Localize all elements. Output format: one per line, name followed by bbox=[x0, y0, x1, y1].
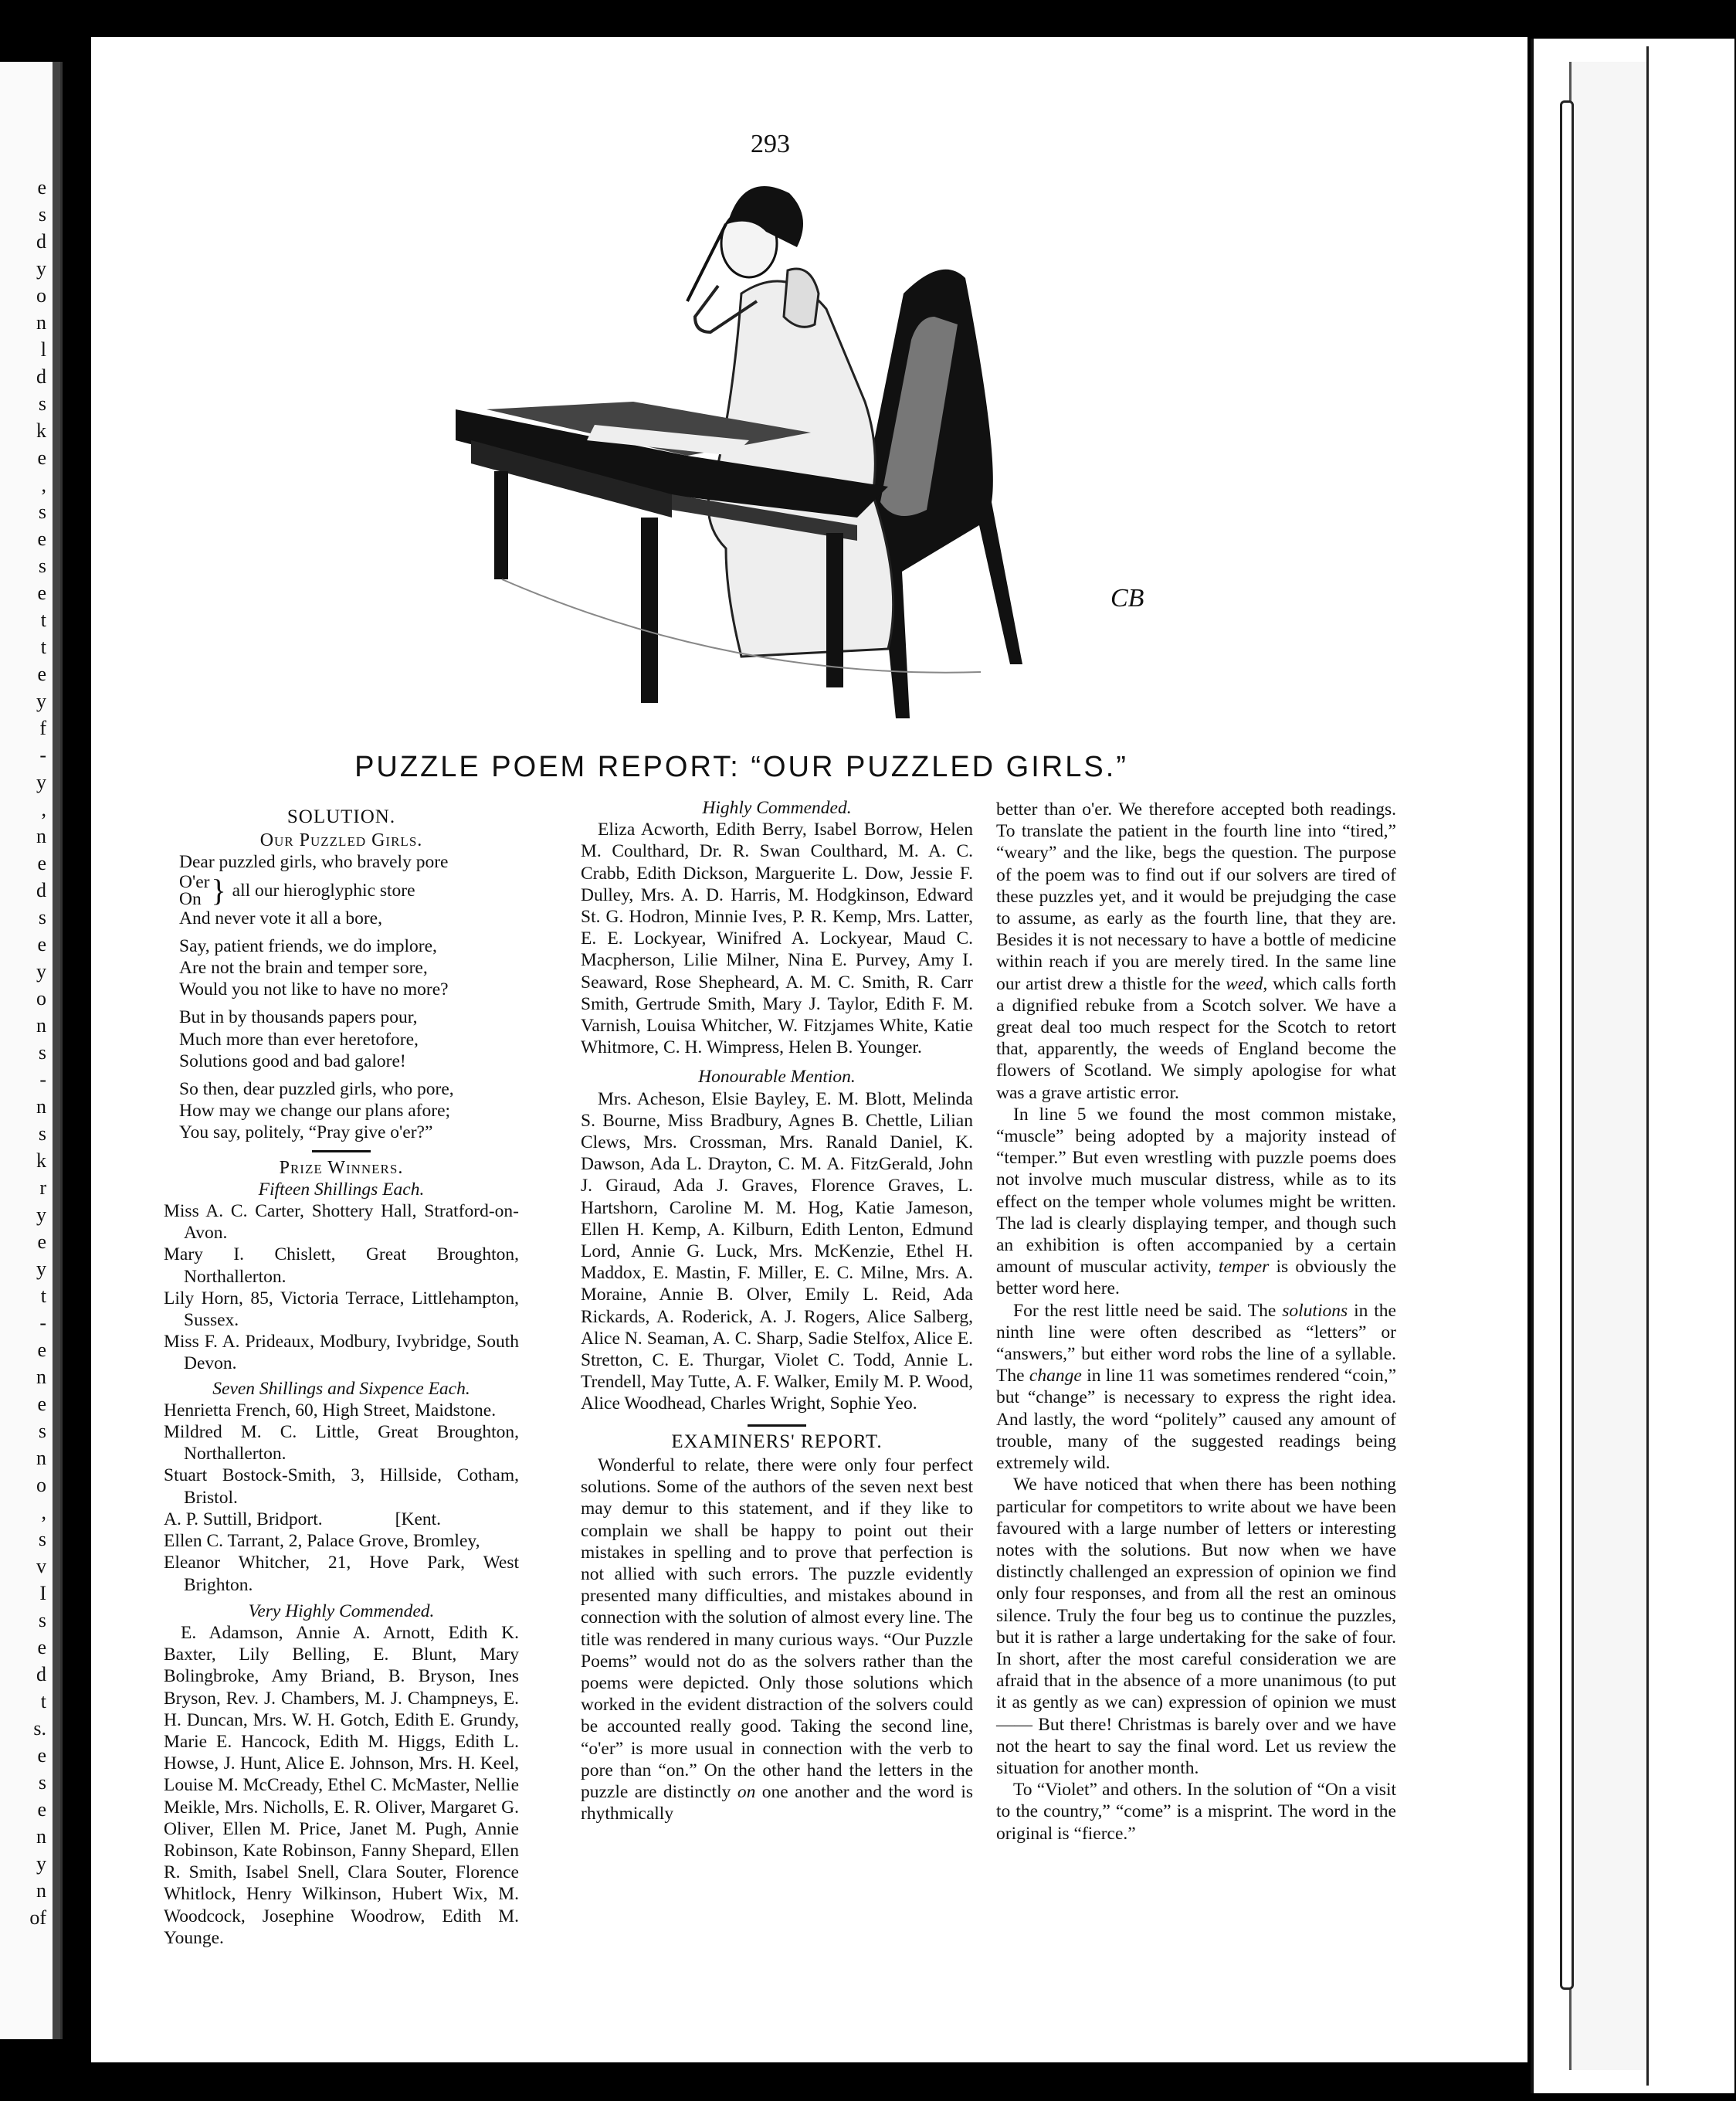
page-gutter bbox=[53, 62, 60, 2039]
previous-page-fragment: k bbox=[36, 419, 46, 442]
previous-page-fragment: s bbox=[38, 203, 46, 226]
article-title: PUZZLE POEM REPORT: “OUR PUZZLED GIRLS.” bbox=[354, 751, 1128, 783]
text-run-italic: on bbox=[737, 1781, 756, 1802]
seven-shillings-heading: Seven Shillings and Sixpence Each. bbox=[212, 1378, 470, 1399]
previous-page-fragment: of bbox=[29, 1906, 46, 1929]
previous-page-fragment: s bbox=[38, 1528, 46, 1550]
previous-page-fragment: y bbox=[36, 1852, 46, 1875]
very-highly-commended-heading: Very Highly Commended. bbox=[248, 1600, 435, 1621]
previous-page-fragment: t bbox=[40, 636, 46, 658]
previous-page-fragment: d bbox=[36, 365, 46, 388]
artist-signature: CB bbox=[1110, 584, 1144, 613]
illustration-girl-at-desk bbox=[440, 178, 1135, 718]
previous-page-fragment: e bbox=[37, 582, 46, 604]
previous-page-fragment: n bbox=[36, 1366, 46, 1388]
previous-page-fragment: l bbox=[40, 338, 46, 361]
previous-page-fragment: s bbox=[38, 1420, 46, 1442]
poem-line: Are not the brain and temper sore, bbox=[179, 958, 428, 979]
previous-page-fragment: o bbox=[36, 1474, 46, 1496]
text-run: is obviously the better word here. bbox=[996, 1257, 1397, 1299]
previous-page-fragment: s bbox=[38, 501, 46, 523]
brace-alternatives bbox=[179, 871, 210, 909]
winner-entry: Ellen C. Tarrant, 2, Palace Grove, Bromley, bbox=[164, 1531, 480, 1552]
previous-page-fragment: y bbox=[36, 960, 46, 983]
winner-entry: Henrietta French, 60, High Street, Maidstone. bbox=[164, 1400, 497, 1420]
poem-line: Much more than ever heretofore, bbox=[179, 1029, 419, 1050]
winner-entry: Miss A. C. Carter, Shottery Hall, Stratford-on-Avon. bbox=[164, 1201, 519, 1244]
previous-page-fragment: d bbox=[36, 879, 46, 901]
previous-page-fragment: n bbox=[36, 825, 46, 847]
winner-entry: Mary I. Chislett, Great Broughton, Northallerton. bbox=[164, 1244, 519, 1287]
previous-page-fragment: t bbox=[40, 1285, 46, 1307]
prize-winners-heading: Prize Winners. bbox=[279, 1157, 404, 1178]
binding-tab bbox=[1560, 100, 1574, 1990]
previous-page-edge bbox=[0, 0, 91, 2101]
previous-page-fragment: n bbox=[36, 1879, 46, 1902]
previous-page-fragment: e bbox=[37, 663, 46, 685]
previous-page-fragment: e bbox=[37, 1339, 46, 1361]
previous-page-fragment: n bbox=[36, 1825, 46, 1848]
report-paragraph: To “Violet” and others. In the solution of “On a visit to the country,” “come” is a misprint. The word in the original is “fierce.” bbox=[996, 1780, 1396, 1844]
examiners-report-paragraph bbox=[581, 1454, 973, 1824]
previous-page-fragment: e bbox=[37, 1798, 46, 1821]
winner-entry: Mildred M. C. Little, Great Broughton, Northallerton. bbox=[164, 1422, 519, 1465]
previous-page-fragment: - bbox=[39, 744, 46, 766]
previous-page-fragment: e bbox=[37, 446, 46, 469]
text-run-italic: weed, bbox=[1226, 973, 1268, 994]
previous-page-fragment: y bbox=[36, 257, 46, 280]
previous-page-fragment: t bbox=[40, 1690, 46, 1712]
page-number: 293 bbox=[751, 130, 790, 158]
previous-page-fragment: d bbox=[36, 1663, 46, 1685]
text-run: which calls forth a dignified rebuke from a Scotch solver. We have a great deal too much respect for the Scotch to retort that, apparently, the weeds of England become the flowers of Scotland. We simply apologise for what was a grave artistic error. bbox=[996, 973, 1397, 1103]
winner-entry: Lily Horn, 85, Victoria Terrace, Littlehampton, Sussex. bbox=[164, 1288, 519, 1331]
text-run-italic: change bbox=[1029, 1366, 1082, 1387]
column-2 bbox=[581, 797, 973, 1824]
previous-page-fragment: e bbox=[37, 528, 46, 550]
previous-page-fragment: e bbox=[37, 933, 46, 955]
winner-entry: Stuart Bostock-Smith, 3, Hillside, Cotham, Bristol. bbox=[164, 1465, 519, 1508]
previous-page-fragment: f bbox=[39, 717, 46, 739]
poem-line: Solutions good and bad galore! bbox=[179, 1050, 406, 1071]
report-paragraph bbox=[996, 799, 1396, 1104]
following-pages-edge bbox=[1515, 31, 1736, 2101]
poem-line: Say, patient friends, we do implore, bbox=[179, 935, 437, 956]
text-run: For the rest little need be said. The bbox=[1013, 1300, 1277, 1321]
poem-line: So then, dear puzzled girls, who pore, bbox=[179, 1079, 454, 1100]
brace-option: O'er bbox=[179, 871, 210, 892]
previous-page-fragment: , bbox=[41, 1501, 46, 1523]
previous-page-fragment: s bbox=[38, 392, 46, 415]
divider bbox=[748, 1424, 806, 1427]
previous-page-fragment: y bbox=[36, 1258, 46, 1280]
previous-page-fragment: - bbox=[39, 1068, 46, 1091]
highly-commended-heading: Highly Commended. bbox=[702, 798, 852, 818]
page-stack-3 bbox=[1646, 46, 1734, 2086]
very-highly-commended-list: E. Adamson, Annie A. Arnott, Edith K. Baxter, Lily Belling, E. Blunt, Mary Bolingbroke, Amy Briand, B. Bryson, Ines Bryson, Rev. J. Chambers, M. J. Champneys, E. H. Duncan, Mrs. W. H. Gotch, Edith E. Grundy, Marie E. Hancock, Edith M. Higgs, Edith L. Howse, J. Hunt, Alice E. Johnson, Mrs. H. Keel, Louise M. McCready, Ethel C. McMaster, Nellie Meikle, Mrs. Nicholls, E. R. Oliver, Margaret G. Oliver, Ellen M. Price, Janet M. Pugh, Annie Robinson, Kate Robinson, Fanny Shepard, Ellen R. Smith, Isabel Snell, Clara Souter, Florence Whitlock, Henry Wilkinson, Hubert Wix, M. Woodcock, Josephine Woodrow, Edith M. Younge. bbox=[164, 1622, 519, 1948]
text-run: In line 5 we found the most common mistake, “muscle” being adopted by a majority instead of “temper.” But even wrestling with puzzle poems does not involve much muscular distress, while as to its effect on the temper whole volumes might be written. The lad is clearly displaying temper, and though such an exhibition is often accompanied by a certain amount of muscular activity, bbox=[996, 1104, 1396, 1278]
previous-page-fragment: e bbox=[37, 1393, 46, 1415]
previous-page-fragment: y bbox=[36, 690, 46, 712]
previous-page-fragment: o bbox=[36, 987, 46, 1010]
poem-line: Would you not like to have no more? bbox=[179, 979, 449, 1000]
text-run-italic: temper bbox=[1218, 1257, 1270, 1278]
winner-entry: Miss F. A. Prideaux, Modbury, Ivybridge, South Devon. bbox=[164, 1332, 519, 1374]
previous-page-fragment: r bbox=[39, 1176, 46, 1199]
previous-page-fragment: s bbox=[38, 906, 46, 928]
previous-page-fragment: e bbox=[37, 1230, 46, 1253]
previous-page-fragment: t bbox=[40, 609, 46, 631]
poem-title: Our Puzzled Girls. bbox=[259, 830, 423, 851]
poem-line: But in by thousands papers pour, bbox=[179, 1007, 418, 1028]
previous-page-fragment: n bbox=[36, 1014, 46, 1037]
poem-line: And never vote it all a bore, bbox=[179, 908, 382, 928]
winner-entry: A. P. Suttill, Bridport. [Kent. bbox=[164, 1509, 442, 1529]
text-run-italic: solutions bbox=[1282, 1300, 1348, 1321]
brace-option: On bbox=[179, 888, 202, 909]
text-run: in the ninth line were often described as “letters” or “answers,” but either word robs the line of a syllable. The bbox=[996, 1300, 1396, 1387]
solution-poem bbox=[164, 851, 519, 1143]
report-paragraph bbox=[996, 1104, 1396, 1300]
poem-line: Dear puzzled girls, who bravely pore bbox=[179, 852, 449, 873]
previous-page-fragment: y bbox=[36, 1203, 46, 1226]
previous-page-fragment: s bbox=[38, 1771, 46, 1794]
text-run: in line 11 was sometimes rendered “coin,” but “change” is necessary to express the right idea. And lastly, the word “politely” caused any amount of trouble, many of the suggested readings being extremely wild. bbox=[996, 1366, 1396, 1474]
highly-commended-list: Eliza Acworth, Edith Berry, Isabel Borrow, Helen M. Coulthard, Dr. R. Swan Coulthard, M. A. C. Crabb, Edith Dickson, Marguerite L. Dow, Jessie F. Dulley, Mrs. A. D. Harris, M. Hodgkinson, Edward St. G. Hodron, Minnie Ives, P. R. Kemp, Mrs. Latter, E. E. Lockyear, Winifred A. Lockyear, Maud C. Macpherson, Lilie Milner, Nina E. Purvey, Amy I. Seaward, Rose Shepheard, A. M. C. Smith, R. Carr Smith, Gertrude Smith, Mary J. Taylor, Edith F. M. Varnish, Louisa Whitcher, W. Fitzjames White, Katie Whitmore, C. H. Wimpress, Helen B. Younger. bbox=[581, 820, 973, 1058]
column-3 bbox=[996, 799, 1396, 1845]
previous-page-fragment: e bbox=[37, 1636, 46, 1658]
previous-page-fragment: s bbox=[38, 1122, 46, 1145]
text-run: one another and the word is rhythmically bbox=[581, 1781, 974, 1824]
brace-glyph: } bbox=[211, 872, 226, 908]
poem-line: You say, politely, “Pray give o'er?” bbox=[179, 1122, 433, 1143]
previous-page-fragment: - bbox=[39, 1312, 46, 1334]
previous-page-fragment: d bbox=[36, 230, 46, 253]
text-run: Wonderful to relate, there were only four perfect solutions. Some of the authors of the seven next best may demur to this statement, and if they like to complain we shall be happy to point out their mistakes in spelling and to prove that perfection is not allied with such errors. The puzzle evidently presented many difficulties, and mistakes abound in connection with the solution of almost every line. The title was rendered in many curious ways. “Our Puzzle Poems” would not do as the solvers rather than the poems were depicted. Only those solutions which worked in the evident distraction of the solvers could be accounted really good. Taking the second line, “o'er” is more usual in connection with the verb to pore than “on.” On the other hand the letters in the puzzle are distinctly bbox=[581, 1454, 973, 1802]
previous-page-fragment: e bbox=[37, 852, 46, 874]
previous-page-fragment: , bbox=[41, 798, 46, 820]
previous-page-fragment: v bbox=[36, 1555, 46, 1577]
honourable-mention-heading: Honourable Mention. bbox=[698, 1067, 856, 1088]
examiners-report-heading: EXAMINERS' REPORT. bbox=[671, 1431, 883, 1452]
previous-page-fragment: e bbox=[37, 176, 46, 199]
solution-heading: SOLUTION. bbox=[287, 806, 396, 827]
previous-page-fragment: s bbox=[38, 1609, 46, 1631]
honourable-mention-list: Mrs. Acheson, Elsie Bayley, E. M. Blott, Melinda S. Bourne, Miss Bradbury, Agnes B. Chettle, Lilian Clews, Mrs. Crossman, Mrs. Ranald Daniel, K. Dawson, Ada L. Drayton, C. M. A. FitzGerald, John J. Giraud, Ada J. Graves, Florence Graves, L. Hartshorn, Caroline M. M. Hog, Katie Jameson, Ellen H. Kemp, A. Kilburn, Edith Lenton, Edmund Lord, Annie G. Luck, Mrs. McKenzie, Ethel H. Maddox, E. Mastin, F. Miller, E. C. Milne, Mrs. A. Moraine, Annie B. Olver, Emily L. Reid, Ada Rickards, A. Roderick, A. J. Rogers, Alice Salberg, Alice N. Seaman, A. C. Sharp, Sadie Stelfox, Alice E. Stretton, C. E. Thurgar, Violet C. Todd, Annie L. Trendell, May Tutte, A. F. Walker, Emily M. P. Wood, Alice Woodhead, Charles Wright, Sophie Yeo. bbox=[581, 1088, 973, 1414]
poem-brace-line bbox=[164, 871, 519, 909]
text-run: better than o'er. We therefore accepted both readings. To translate the patient in the fourth line into “tired,” “weary” and the like, begs the question. The purpose of the poem was to find out if our solvers are tired of these puzzles yet, and it would be prejudging the case to assume, as early as the fourth line, that they are. Besides it is not necessary to have a bottle of medicine within reach if you are merely tired. In the same line our artist drew a thistle for the bbox=[996, 799, 1396, 994]
previous-page-fragment: k bbox=[36, 1149, 46, 1172]
previous-page-fragment: s. bbox=[33, 1717, 46, 1740]
previous-page bbox=[0, 62, 63, 2039]
previous-page-fragment: , bbox=[41, 473, 46, 496]
report-paragraph bbox=[996, 1300, 1396, 1475]
poem-line: How may we change our plans afore; bbox=[179, 1101, 451, 1122]
report-paragraph: We have noticed that when there has been nothing particular for competitors to write about we have been favoured with a large number of letters or interesting notes with the solutions. But now when we have distinctly challenged an expression of opinion we find only four responses, and from all the rest an ominous silence. Truly the four beg us to continue the puzzles, but it is rather a large undertaking for the sake of four. In short, after the most careful consideration we are afraid that in the absence of a more unanimous (to put it as gently as we can) expression of opinion we must—— But there! Christmas is barely over and we have not the heart to say the final word. Let us review the situation for another month. bbox=[996, 1475, 1396, 1778]
winner-entry: Eleanor Whitcher, 21, Hove Park, West Brighton. bbox=[164, 1553, 519, 1595]
previous-page-fragment: n bbox=[36, 311, 46, 334]
previous-page-fragment: s bbox=[38, 555, 46, 577]
previous-page-fragment: o bbox=[36, 284, 46, 307]
previous-page-fragment: e bbox=[37, 1744, 46, 1767]
previous-page-fragment: n bbox=[36, 1447, 46, 1469]
divider bbox=[312, 1150, 371, 1152]
poem-line: all our hieroglyphic store bbox=[232, 880, 415, 901]
previous-page-fragment: s bbox=[38, 1041, 46, 1064]
previous-page-fragment: n bbox=[36, 1095, 46, 1118]
previous-page-fragment: y bbox=[36, 771, 46, 793]
fifteen-shillings-heading: Fifteen Shillings Each. bbox=[258, 1179, 425, 1200]
previous-page-fragment: I bbox=[39, 1582, 46, 1604]
column-1 bbox=[164, 803, 519, 1949]
